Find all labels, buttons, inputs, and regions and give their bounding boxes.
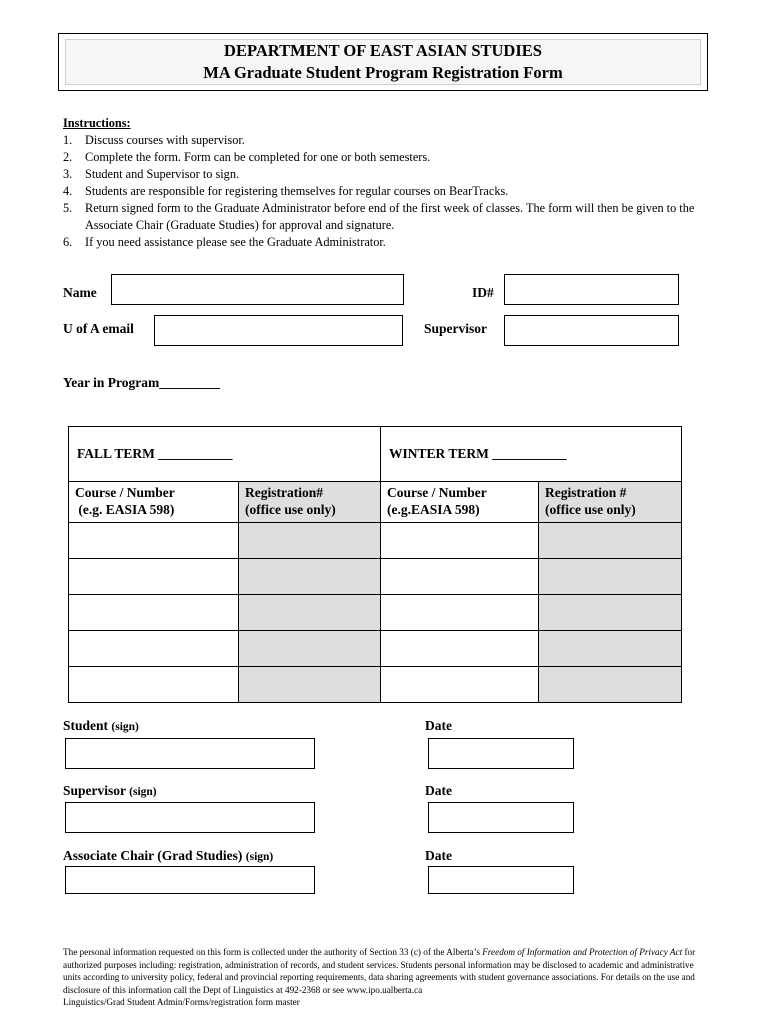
assoc-chair-sign-note: (sign) [245, 851, 274, 863]
name-field[interactable] [111, 274, 404, 305]
assoc-chair-signature-field[interactable] [65, 866, 315, 894]
form-title: MA Graduate Student Program Registration Form [203, 63, 563, 82]
winter-registration-header-line1: Registration # [545, 485, 627, 500]
instruction-item [63, 200, 723, 234]
instruction-text: Return signed form to the Graduate Administrator before end of the first week of classes. The form will then be given to the Associate Chair (Graduate Studies) for approval and signature. [85, 201, 695, 232]
fall-term-cell[interactable]: FALL TERM ___________ [69, 427, 381, 482]
year-in-program-field[interactable]: Year in Program_________ [63, 375, 220, 390]
fall-course-header-line2: (e.g. EASIA 598) [75, 502, 175, 517]
fall-registration-cell [239, 667, 381, 703]
supervisor-date-label: Date [425, 783, 452, 798]
form-title-inner [65, 39, 701, 85]
instruction-item [63, 166, 723, 183]
id-input[interactable] [505, 275, 678, 304]
instruction-text: Discuss courses with supervisor. [85, 133, 245, 147]
table-row [69, 631, 682, 667]
privacy-act-title: Freedom of Information and Protection of Privacy Act [482, 947, 683, 957]
supervisor-label: Supervisor [424, 321, 488, 336]
student-date-field[interactable] [428, 738, 574, 769]
fall-registration-cell [239, 523, 381, 559]
supervisor-sign-label [63, 783, 157, 799]
student-label: Student [63, 718, 109, 733]
table-row [69, 523, 682, 559]
fall-registration-cell [239, 595, 381, 631]
winter-registration-cell [539, 595, 682, 631]
assoc-chair-sign-label [63, 848, 273, 864]
instruction-text: If you need assistance please see the Graduate Administrator. [85, 235, 386, 249]
supervisor-field[interactable] [504, 315, 679, 346]
winter-course-cell[interactable] [381, 559, 539, 595]
winter-registration-cell [539, 667, 682, 703]
instruction-text: Students are responsible for registering themselves for regular courses on BearTracks. [85, 184, 509, 198]
instruction-text: Complete the form. Form can be completed for one or both semesters. [85, 150, 431, 164]
student-date-input[interactable] [429, 739, 573, 768]
instruction-number: 6. [63, 235, 73, 249]
fall-registration-cell [239, 631, 381, 667]
student-date-label: Date [425, 718, 452, 733]
term-row [69, 427, 682, 482]
winter-term-cell[interactable]: WINTER TERM ___________ [381, 427, 682, 482]
fall-course-header [69, 482, 239, 523]
winter-registration-cell [539, 631, 682, 667]
course-registration-table [68, 426, 682, 703]
email-label: U of A email [63, 321, 134, 336]
supervisor-date-input[interactable] [429, 803, 573, 832]
winter-course-cell[interactable] [381, 667, 539, 703]
student-signature-field[interactable] [65, 738, 315, 769]
supervisor-sign-note: (sign) [129, 786, 157, 798]
table-row [69, 667, 682, 703]
assoc-chair-date-label: Date [425, 848, 452, 863]
id-field[interactable] [504, 274, 679, 305]
fall-registration-cell [239, 559, 381, 595]
instructions [63, 115, 723, 251]
winter-registration-header [539, 482, 682, 523]
instructions-list [63, 132, 723, 251]
id-label: ID# [472, 285, 494, 300]
winter-registration-cell [539, 523, 682, 559]
winter-registration-header-line2: (office use only) [545, 502, 636, 517]
document-path: Linguistics/Grad Student Admin/Forms/registration form master [63, 997, 300, 1007]
student-signature-input[interactable] [66, 739, 314, 768]
supervisor-signature-input[interactable] [66, 803, 314, 832]
assoc-chair-label: Associate Chair (Grad Studies) [63, 848, 243, 863]
instruction-item [63, 234, 723, 251]
table-row [69, 559, 682, 595]
instructions-heading: Instructions: [63, 116, 131, 130]
fall-course-cell[interactable] [69, 523, 239, 559]
assoc-chair-date-field[interactable] [428, 866, 574, 894]
fall-course-cell[interactable] [69, 595, 239, 631]
email-input[interactable] [155, 316, 402, 345]
student-sign-label [63, 718, 139, 734]
winter-course-cell[interactable] [381, 631, 539, 667]
instruction-number: 3. [63, 167, 73, 181]
instruction-number: 5. [63, 201, 73, 215]
name-label: Name [63, 285, 97, 300]
instruction-text: Student and Supervisor to sign. [85, 167, 240, 181]
privacy-text-b: for authorized purposes including: registration, administration of records, and student services. Students personal information may be disclosed to academic and administrative units according to university policy, federal and provincial reporting requirements, data sharing agreements with student governance associations. For details on the use and disclosure of this information call the Dept of Linguistics at 492-2368 or see www.ipo.ualberta.ca [63, 947, 696, 995]
winter-course-header-line2: (e.g.EASIA 598) [387, 502, 480, 517]
column-header-row [69, 482, 682, 523]
form-title-box [58, 33, 708, 91]
fall-registration-header [239, 482, 381, 523]
instruction-item [63, 149, 723, 166]
fall-course-header-line1: Course / Number [75, 485, 175, 500]
supervisor-input[interactable] [505, 316, 678, 345]
supervisor-sign-name: Supervisor [63, 783, 126, 798]
instruction-item [63, 183, 723, 200]
assoc-chair-signature-input[interactable] [66, 867, 314, 893]
privacy-notice [63, 946, 713, 1009]
instruction-number: 2. [63, 150, 73, 164]
fall-course-cell[interactable] [69, 559, 239, 595]
fall-course-cell[interactable] [69, 667, 239, 703]
winter-registration-cell [539, 559, 682, 595]
instruction-item [63, 132, 723, 149]
winter-course-header [381, 482, 539, 523]
winter-course-header-line1: Course / Number [387, 485, 487, 500]
supervisor-signature-field[interactable] [65, 802, 315, 833]
assoc-chair-date-input[interactable] [429, 867, 573, 893]
table-row [69, 595, 682, 631]
name-input[interactable] [112, 275, 403, 304]
fall-course-cell[interactable] [69, 631, 239, 667]
supervisor-date-field[interactable] [428, 802, 574, 833]
instruction-number: 4. [63, 184, 73, 198]
instruction-number: 1. [63, 133, 73, 147]
winter-course-cell[interactable] [381, 595, 539, 631]
department-title: DEPARTMENT OF EAST ASIAN STUDIES [224, 41, 542, 60]
winter-course-cell[interactable] [381, 523, 539, 559]
fall-registration-header-line2: (office use only) [245, 502, 336, 517]
fall-registration-header-line1: Registration# [245, 485, 323, 500]
privacy-text-a: The personal information requested on this form is collected under the authority of Section 33 (c) of the Alberta’s [63, 947, 483, 957]
email-field[interactable] [154, 315, 403, 346]
student-sign-note: (sign) [111, 721, 139, 733]
